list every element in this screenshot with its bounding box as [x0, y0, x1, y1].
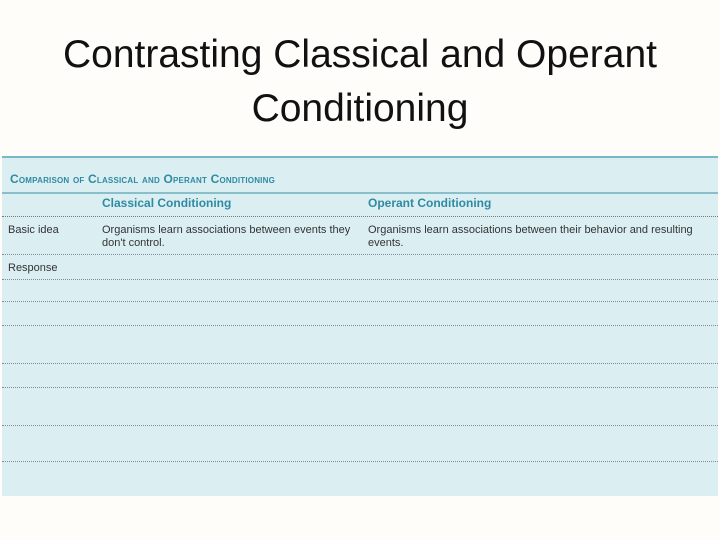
- table-heading: Comparison of Classical and Operant Conditioning: [10, 172, 276, 186]
- heading-divider: [2, 192, 718, 194]
- slide-title-line-1: Contrasting Classical and Operant: [63, 33, 657, 76]
- row-label-basic-idea: Basic idea: [8, 224, 59, 236]
- row-label-response: Response: [8, 262, 58, 274]
- row-divider: [2, 301, 718, 302]
- column-header-operant: Operant Conditioning: [368, 196, 492, 210]
- row-divider: [2, 461, 718, 462]
- row-divider: [2, 387, 718, 388]
- row-divider: [2, 425, 718, 426]
- column-header-classical: Classical Conditioning: [102, 196, 232, 210]
- row-divider: [2, 363, 718, 364]
- comparison-table: [2, 156, 718, 496]
- slide-title: [0, 28, 720, 136]
- cell-basic-idea-operant: Organisms learn associations between their behavior and resulting events.: [368, 224, 693, 249]
- cell-basic-idea-classical: Organisms learn associations between events they don't control.: [102, 224, 351, 249]
- row-divider: [2, 279, 718, 280]
- slide-title-line-2: Conditioning: [251, 87, 469, 130]
- row-divider: [2, 254, 718, 255]
- row-divider: [2, 325, 718, 326]
- column-header-divider: [2, 216, 718, 217]
